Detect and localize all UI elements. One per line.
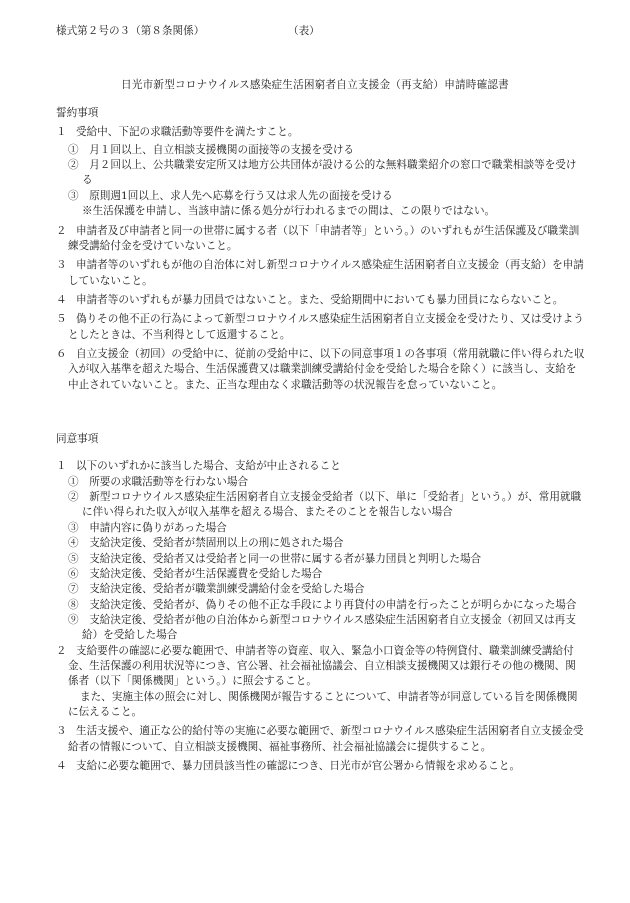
consent-subitem-1 [56,475,586,490]
consent-subitem-text: 支給決定後、受給者が生活保護費を受給した場合 [89,567,323,580]
consent-subitem-mark: ③ [68,521,79,534]
consent-subitem-text: 新型コロナウイルス感染症生活困窮者自立支援金受給者（以下、単に「受給者」という。）が、常用就職に伴い得られた収入が収入基準を超える場合、またそのことを報告しない場合 [82,491,582,519]
consent-item-2-paragraph: また、実施主体の照会に対し、関係機関が報告することについて、申請者等が同意している旨を関係機関に伝えること。 [68,690,578,719]
pledge-item-text: 申請者等のいずれもが暴力団員ではないこと。また、受給期間中においても暴力団員にならないこと。 [76,293,564,306]
consent-item-3 [56,724,586,755]
consent-subitem-mark: ① [68,475,79,488]
pledge-item-4 [56,293,586,308]
consent-item-number: ２ [56,644,67,657]
consent-subitem-text: 所要の求職活動等を行わない場合 [89,475,249,488]
consent-subitem-text: 支給決定後、受給者が職業訓練受講給付金を受給した場合 [89,583,365,596]
pledge-subitem-mark: ① [68,143,79,156]
consent-item-4 [56,759,586,774]
consent-subitem-3 [56,521,586,536]
pledge-item-text: 自立支援金（初回）の受給中に、従前の受給中に、以下の同意事項１の各事項（常用就職に伴い得られた収入が収入基準を超えた場合、生活保護費又は職業訓練受講給付金を受給した場合を除く）に該当し、支給を中止されていないこと。また、正当な理由なく求職活動等の状況報告を怠っていないこと。 [68,348,585,391]
pledge-item-5 [56,312,586,343]
pledge-subitem-mark: ③ [68,189,79,202]
consent-subitem-mark: ⑨ [68,613,79,626]
consent-item-text: 以下のいずれかに該当した場合、支給が中止されること [76,460,341,473]
pledge-item-number: ４ [56,293,67,306]
consent-item-text: 生活支援や、適正な公的給付等の実施に必要な範囲で、新型コロナウイルス感染症生活困窮者自立支援金受給者の情報について、自立相談支援機関、福祉事務所、社会福祉協議会に提供すること。 [68,725,584,753]
pledge-item-text: 申請者等のいずれもが他の自治体に対し新型コロナウイルス感染症生活困窮者自立支援金（再支給）を申請していないこと。 [68,259,584,287]
pledge-subitem-2 [56,158,586,189]
form-header [56,24,576,40]
consent-subitem-mark: ⑥ [68,567,79,580]
pledge-item-number: ５ [56,313,67,326]
consent-subitem-mark: ⑧ [68,598,79,611]
consent-subitem-text: 申請内容に偽りがあった場合 [89,521,227,534]
consent-item-2 [56,644,586,690]
side-indicator: （表） [288,25,320,37]
consent-subitem-text: 支給決定後、受給者が禁固刑以上の刑に処された場合 [89,537,344,550]
consent-subitem-9 [56,613,586,644]
pledge-subitem-text: 月２回以上、公共職業安定所又は地方公共団体が設ける公的な無料職業紹介の窓口で職業相談等を受ける [82,159,577,187]
pledge-section [56,106,586,393]
pledge-subitem-text: 月１回以上、自立相談支援機関の面接等の支援を受ける [89,143,355,156]
consent-subitem-4 [56,536,586,551]
consent-subitem-mark: ⑦ [68,583,79,596]
consent-subitem-5 [56,552,586,567]
consent-subitem-mark: ④ [68,537,79,550]
pledge-item-number: ２ [56,224,67,237]
consent-subitem-mark: ⑤ [68,552,79,565]
pledge-item-text: 受給中、下記の求職活動等要件を満たすこと。 [76,126,299,139]
consent-subitem-6 [56,567,586,582]
pledge-item-1 [56,125,586,140]
consent-item-text: 支給要件の確認に必要な範囲で、申請者等の資産、収入、緊急小口資金等の特例貸付、職業訓練受講給付金、生活保護の利用状況等につき、官公署、社会福祉協議会、自立相談支援機関又は銀行その他の機関、関係者（以下「関係機関」という。）に照会すること。 [68,644,576,688]
pledge-item-6 [56,347,586,393]
pledge-note: ※生活保護を申請し、当該申請に係る処分が行われるまでの間は、この限りではない。 [82,205,496,218]
pledge-subitem-text: 原則週1回以上、求人先へ応募を行う又は求人先の面接を受ける [89,189,393,202]
consent-subitem-text: 支給決定後、受給者が、偽りその他不正な手段により再貸付の申請を行ったことが明らかになった場合 [89,598,577,611]
pledge-item-number: ６ [56,348,67,361]
consent-item-number: １ [56,460,67,473]
consent-label: 同意事項 [56,433,99,445]
consent-item-text: 支給に必要な範囲で、暴力団員該当性の確認につき、日光市が官公署から情報を求めること。 [76,760,521,773]
pledge-subitem-3 [56,189,586,204]
consent-item-1 [56,459,586,474]
pledge-item-text: 申請者及び申請者と同一の世帯に属する者（以下「申請者等」という。）のいずれもが生活保護及び職業訓練受講給付金を受けていないこと。 [68,224,580,252]
consent-subitem-text: 支給決定後、受給者又は受給者と同一の世帯に属する者が暴力団員と判明した場合 [89,552,482,565]
consent-subitem-mark: ② [68,491,79,504]
pledge-item-number: １ [56,126,67,139]
pledge-subitem-mark: ② [68,159,79,172]
consent-item-number: ３ [56,725,67,738]
pledge-item-3 [56,258,586,289]
consent-subitem-8 [56,598,586,613]
consent-subitem-7 [56,582,586,597]
form-number: 様式第２号の３（第８条関係） [56,25,205,37]
consent-subitem-2 [56,490,586,521]
pledge-item-number: ３ [56,259,67,272]
consent-subitem-text: 支給決定後、受給者が他の自治体から新型コロナウイルス感染症生活困窮者自立支援金（初回又は再支給）を受給した場合 [82,613,576,642]
consent-section [56,432,586,775]
consent-item-number: ４ [56,760,67,773]
pledge-item-text: 偽りその他不正の行為によって新型コロナウイルス感染症生活困窮者自立支援金を受けたり、又は受けようとしたときは、不当利得として返還すること。 [68,313,584,341]
pledge-subitem-1 [56,143,586,158]
document-title: 日光市新型コロナウイルス感染症生活困窮者自立支援金（再支給）申請時確認書 [121,79,509,91]
pledge-item-2 [56,224,586,255]
pledge-label: 誓約事項 [56,107,99,119]
